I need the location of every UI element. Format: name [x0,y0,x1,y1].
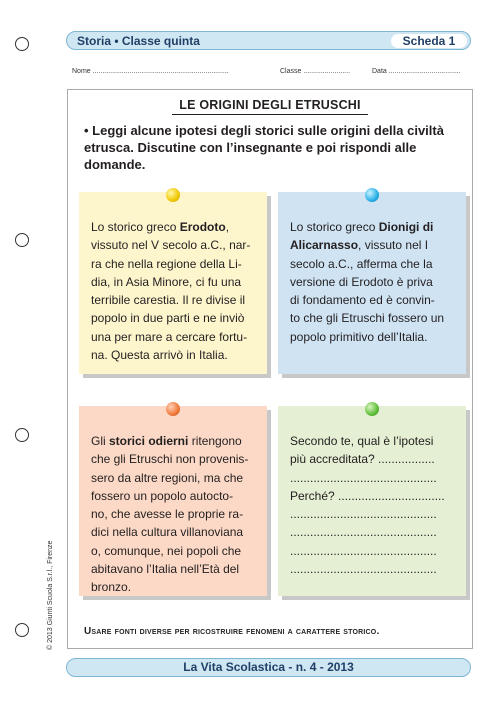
card-highlight: Alicarnasso [290,238,359,253]
name-field[interactable]: Nome ...................................................................... [72,68,229,75]
card-line [91,218,259,236]
sheet-badge: Scheda 1 [391,34,467,48]
card-line [91,542,259,560]
card-highlight: Dionigi di [378,220,434,234]
card-text-segment: Secondo te, qual è l’ipotesi [290,434,434,448]
card-line [91,450,259,468]
card-line [91,523,259,541]
card-line [91,273,259,291]
card-text-segment: una per mare a cercare fortu- [91,329,248,344]
footer-note: Usare fonti diverse per ricostruire fenomeni a carattere storico. [84,626,380,637]
card-text-segment: ............................................ [290,562,437,577]
card-text-segment: ............................................ [290,507,437,522]
orange-pin-icon [166,402,180,416]
card-text-segment: ............................................ [290,525,437,540]
card-line [91,578,259,596]
card-text-segment: di fondamento ed è convin- [290,293,435,308]
blue-pin-icon [365,188,379,202]
card-line [290,469,458,487]
card-text-segment: ............................................ [290,543,437,558]
subject-label: Storia • Classe quinta [77,34,200,48]
card-text-segment: o, comunque, nei popoli che [91,543,242,558]
card-text-segment: , [225,220,230,234]
card-text-segment: dici nella cultura villanoviana [91,525,244,540]
card-line [290,505,458,523]
binder-hole-1 [15,37,29,51]
card-text-segment: abitavano l’Italia nell’Età del [91,562,240,577]
card-text-segment: Lo storico greco [290,220,379,234]
card-text-segment: versione di Erodoto è priva [290,274,433,289]
card-text-segment: no, che avesse le proprie ra- [91,507,244,522]
card-line [91,291,259,309]
card-line [290,291,458,309]
date-field[interactable]: Data ..................................... [372,68,461,75]
card-text-segment: secolo a.C., afferma che la [290,256,433,271]
card-line [91,346,259,364]
copyright: © 2013 Giunti Scuola S.r.l., Firenze [47,540,54,650]
yellow-pin-icon [166,188,180,202]
card-text[interactable] [290,432,458,578]
card-text-segment: ritengono [188,434,242,448]
card-dionigi [278,192,466,374]
card-text-segment: ra che nella regione della Li- [91,256,242,271]
title-underline [172,114,368,115]
card-erodoto [79,192,267,374]
card-line [290,450,458,468]
card-line [91,255,259,273]
card-line [290,236,458,254]
card-line [290,487,458,505]
card-highlight: Erodoto [179,220,226,234]
card-line [91,469,259,487]
card-text-segment: più accreditata? ................. [290,452,435,467]
card-line [290,309,458,327]
card-text-segment: , vissuto nel I [358,238,429,253]
card-text-segment: popolo primitivo dell’Italia. [290,329,428,344]
card-text-segment: sero da altre regioni, ma che [91,470,244,485]
card-text-segment: vissuto nel V secolo a.C., nar- [91,238,251,253]
card-line [91,487,259,505]
card-line [290,523,458,541]
card-line [290,255,458,273]
card-text-segment: ............................................ [290,470,437,485]
card-text-segment: bronzo. [91,580,132,595]
worksheet-frame [67,89,473,649]
card-question [278,406,466,596]
card-text-segment: che gli Etruschi non provenis- [91,452,249,467]
card-text-segment: Perché? ................................ [290,488,445,503]
card-line [91,432,259,450]
card-text [91,432,259,597]
binder-hole-4 [15,623,29,637]
card-text-segment: fossero un popolo autocto- [91,488,234,503]
card-line [290,218,458,236]
class-field[interactable]: Classe ........................ [280,68,351,75]
card-line [91,328,259,346]
card-line [91,236,259,254]
binder-hole-3 [15,428,29,442]
card-text-segment: Gli [91,434,109,448]
binder-hole-2 [15,233,29,247]
card-line [91,560,259,578]
card-text [91,218,259,364]
card-storici-odierni [79,406,267,596]
card-text-segment: Lo storico greco [91,220,180,234]
card-line [290,560,458,578]
card-line [290,328,458,346]
card-text-segment: terribile carestia. Il re divise il [91,293,246,308]
card-line [290,432,458,450]
green-pin-icon [365,402,379,416]
card-line [91,309,259,327]
header-bar [66,31,471,50]
card-line [290,542,458,560]
card-text-segment: dia, in Asia Minore, ci fu una [91,274,242,289]
card-line [290,273,458,291]
card-text [290,218,458,346]
card-text-segment: na. Questa arrivò in Italia. [91,348,228,363]
card-text-segment: popolo in due parti e ne inviò [91,311,245,326]
card-line [91,505,259,523]
card-highlight: storici odierni [109,434,189,448]
page-title: LE ORIGINI DEGLI ETRUSCHI [179,98,361,112]
footer-bar: La Vita Scolastica - n. 4 - 2013 [66,658,471,677]
card-text-segment: to che gli Etruschi fossero un [290,311,445,326]
instructions: • Leggi alcune ipotesi degli storici sulle origini della civiltà etrusca. Discutine con l’insegnante e poi rispondi alle domande. [84,123,444,172]
